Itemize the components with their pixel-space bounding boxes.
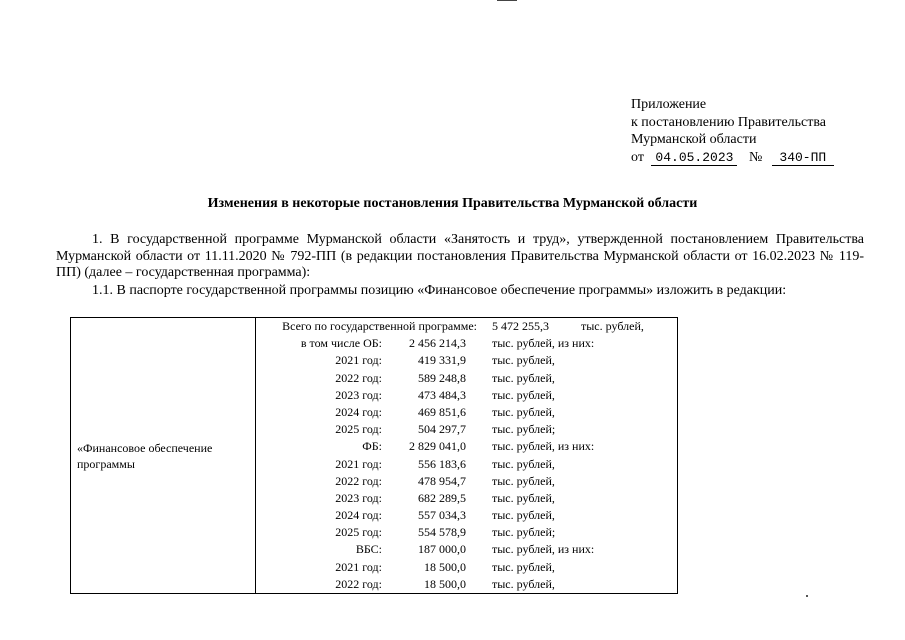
financing-label: 2023 год: <box>335 387 382 402</box>
financing-unit: тыс. рублей, <box>492 370 555 385</box>
financing-label: 2024 год: <box>335 508 382 523</box>
financing-label: ВБС: <box>355 542 382 557</box>
financing-unit: тыс. рублей, <box>492 508 555 523</box>
financing-value: 2 456 214,3 <box>409 336 466 351</box>
financing-row <box>256 559 677 576</box>
financing-value: 469 851,6 <box>418 404 466 419</box>
financing-unit: тыс. рублей, из них: <box>492 439 595 454</box>
financing-label: 2024 год: <box>335 404 382 419</box>
financing-label: в том числе ОБ: <box>300 336 382 351</box>
financing-values-cell <box>256 318 678 594</box>
financing-value: 419 331,9 <box>418 353 466 368</box>
financing-unit: тыс. рублей, <box>492 576 555 591</box>
financing-row <box>256 404 677 421</box>
scan-dot <box>806 595 808 597</box>
financing-unit: тыс. рублей, из них: <box>492 336 595 351</box>
financing-value: 473 484,3 <box>418 387 466 402</box>
appendix-block <box>631 96 834 166</box>
financing-label-cell: «Финансовое обеспечение программы <box>71 318 256 594</box>
decree-number: 340-ПП <box>772 150 834 166</box>
paragraph-2: 1.1. В паспорте государственной программы позицию «Финансовое обеспечение программы» изложить в редакции: <box>92 283 787 298</box>
financing-row <box>256 421 677 438</box>
financing-unit: тыс. рублей, <box>492 353 555 368</box>
appendix-line: Приложение <box>631 97 707 112</box>
financing-value: 556 183,6 <box>418 456 466 471</box>
financing-label: 2025 год: <box>335 525 382 540</box>
decree-date: 04.05.2023 <box>651 150 737 166</box>
number-label: № <box>748 149 763 165</box>
appendix-line: к постановлению Правительства <box>631 114 827 130</box>
financing-row <box>256 370 677 387</box>
financing-label: 2022 год: <box>335 370 382 385</box>
financing-unit: тыс. рублей, <box>492 559 555 574</box>
financing-label: 2021 год: <box>335 456 382 471</box>
financing-value: 589 248,8 <box>418 370 466 385</box>
financing-value: 554 578,9 <box>418 525 466 540</box>
financing-row <box>256 541 677 558</box>
financing-value: 682 289,5 <box>418 490 466 505</box>
financing-unit: тыс. рублей; <box>492 525 556 540</box>
financing-row <box>256 456 677 473</box>
financing-row <box>256 490 677 507</box>
financing-value: 504 297,7 <box>418 422 466 437</box>
financing-row <box>256 318 677 335</box>
financing-label: 2021 год: <box>335 353 382 368</box>
document-title: Изменения в некоторые постановления Правительства Мурманской области <box>207 196 698 211</box>
financing-row <box>256 524 677 541</box>
financing-value: 5 472 255,3 <box>492 319 549 333</box>
financing-row <box>256 576 677 593</box>
from-label: от <box>631 149 644 165</box>
financing-value: 187 000,0 <box>418 542 466 557</box>
financing-label: 2022 год: <box>335 576 382 591</box>
financing-label: 2023 год: <box>335 490 382 505</box>
financing-value: 2 829 041,0 <box>409 439 466 454</box>
financing-value: 18 500,0 <box>424 559 466 574</box>
financing-label: 2022 год: <box>335 473 382 488</box>
financing-label: ФБ: <box>362 439 382 454</box>
scan-mark <box>497 0 517 1</box>
financing-unit: тыс. рублей, <box>492 404 555 419</box>
financing-unit: тыс. рублей, <box>492 387 555 402</box>
financing-unit: тыс. рублей, из них: <box>492 542 595 557</box>
financing-label: 2021 год: <box>335 559 382 574</box>
financing-unit: тыс. рублей, <box>581 319 644 333</box>
appendix-line: Мурманской области <box>631 132 757 147</box>
financing-unit: тыс. рублей, <box>492 456 555 471</box>
financing-label: Всего по государственной программе: <box>282 319 477 333</box>
financing-row <box>256 507 677 524</box>
financing-rows <box>256 318 677 593</box>
financing-value: 478 954,7 <box>418 473 466 488</box>
financing-row <box>256 352 677 369</box>
financing-row <box>256 387 677 404</box>
financing-unit: тыс. рублей; <box>492 422 556 437</box>
financing-unit: тыс. рублей, <box>492 473 555 488</box>
appendix-date-line <box>631 149 834 167</box>
financing-value: 557 034,3 <box>418 508 466 523</box>
financing-unit: тыс. рублей, <box>492 490 555 505</box>
financing-row <box>256 335 677 352</box>
financing-row <box>256 438 677 455</box>
financing-label: 2025 год: <box>335 422 382 437</box>
financing-value: 18 500,0 <box>424 576 466 591</box>
financing-table <box>70 317 678 594</box>
paragraph-1: 1. В государственной программе Мурманской области «Занятость и труд», утвержденной постановлением Правительства Мурманской области от 11.11.2020 № 792-ПП (в редакции постановления Правительства Мурманской области от 16.02.2023 № 119-ПП) (далее – государственная программа): <box>56 232 864 280</box>
financing-row <box>256 473 677 490</box>
